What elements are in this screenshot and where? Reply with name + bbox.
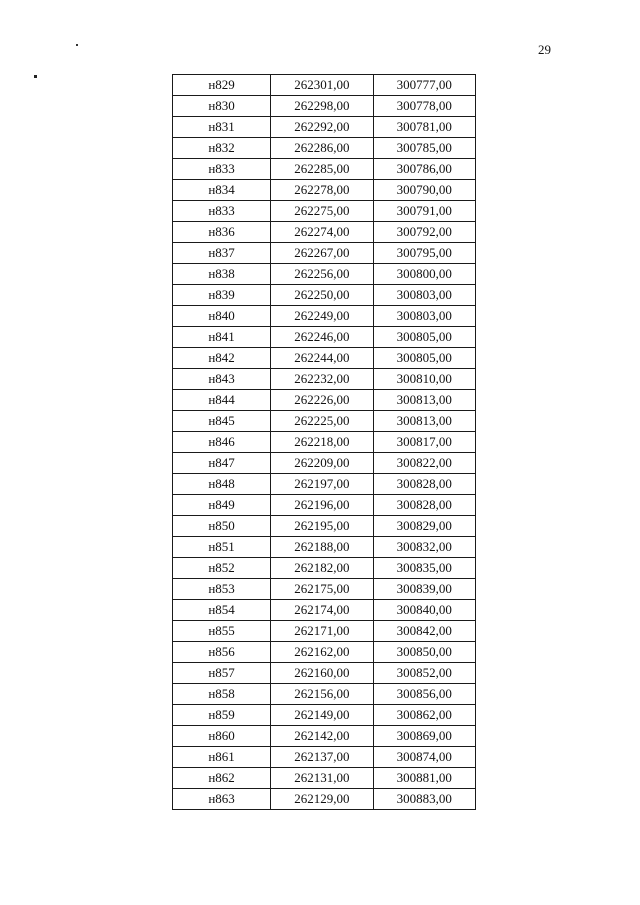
y-coordinate-cell: 300781,00 [373,117,475,138]
table-row [173,747,476,768]
table-row [173,474,476,495]
table-row [173,537,476,558]
table-row [173,495,476,516]
table-row [173,642,476,663]
table-row [173,327,476,348]
point-id-cell: н832 [173,138,271,159]
point-id-cell: н834 [173,180,271,201]
x-coordinate-cell: 262225,00 [271,411,373,432]
y-coordinate-cell: 300813,00 [373,390,475,411]
x-coordinate-cell: 262175,00 [271,579,373,600]
point-id-cell: н855 [173,621,271,642]
table-row [173,306,476,327]
point-id-cell: н836 [173,222,271,243]
x-coordinate-cell: 262160,00 [271,663,373,684]
table-row [173,516,476,537]
x-coordinate-cell: 262129,00 [271,789,373,810]
point-id-cell: н851 [173,537,271,558]
x-coordinate-cell: 262195,00 [271,516,373,537]
x-coordinate-cell: 262162,00 [271,642,373,663]
table-row [173,705,476,726]
x-coordinate-cell: 262286,00 [271,138,373,159]
table-row [173,369,476,390]
y-coordinate-cell: 300874,00 [373,747,475,768]
scan-speck [34,75,37,78]
y-coordinate-cell: 300869,00 [373,726,475,747]
point-id-cell: н854 [173,600,271,621]
y-coordinate-cell: 300842,00 [373,621,475,642]
page-number: 29 [538,42,551,57]
table-row [173,96,476,117]
table-row [173,117,476,138]
y-coordinate-cell: 300778,00 [373,96,475,117]
y-coordinate-cell: 300822,00 [373,453,475,474]
x-coordinate-cell: 262292,00 [271,117,373,138]
point-id-cell: н859 [173,705,271,726]
y-coordinate-cell: 300792,00 [373,222,475,243]
x-coordinate-cell: 262142,00 [271,726,373,747]
point-id-cell: н852 [173,558,271,579]
point-id-cell: н856 [173,642,271,663]
y-coordinate-cell: 300805,00 [373,327,475,348]
table-row [173,75,476,96]
y-coordinate-cell: 300805,00 [373,348,475,369]
y-coordinate-cell: 300803,00 [373,285,475,306]
point-id-cell: н837 [173,243,271,264]
point-id-cell: н841 [173,327,271,348]
x-coordinate-cell: 262267,00 [271,243,373,264]
point-id-cell: н844 [173,390,271,411]
point-id-cell: н857 [173,663,271,684]
table-row [173,348,476,369]
table-row [173,390,476,411]
table-row [173,726,476,747]
x-coordinate-cell: 262171,00 [271,621,373,642]
x-coordinate-cell: 262137,00 [271,747,373,768]
x-coordinate-cell: 262275,00 [271,201,373,222]
point-id-cell: н842 [173,348,271,369]
x-coordinate-cell: 262278,00 [271,180,373,201]
point-id-cell: н845 [173,411,271,432]
x-coordinate-cell: 262174,00 [271,600,373,621]
x-coordinate-cell: 262298,00 [271,96,373,117]
y-coordinate-cell: 300795,00 [373,243,475,264]
y-coordinate-cell: 300852,00 [373,663,475,684]
y-coordinate-cell: 300813,00 [373,411,475,432]
point-id-cell: н848 [173,474,271,495]
point-id-cell: н830 [173,96,271,117]
x-coordinate-cell: 262250,00 [271,285,373,306]
point-id-cell: н829 [173,75,271,96]
table-row [173,201,476,222]
table-row [173,285,476,306]
y-coordinate-cell: 300835,00 [373,558,475,579]
y-coordinate-cell: 300829,00 [373,516,475,537]
table-row [173,768,476,789]
x-coordinate-cell: 262182,00 [271,558,373,579]
table-row [173,579,476,600]
point-id-cell: н833 [173,159,271,180]
x-coordinate-cell: 262156,00 [271,684,373,705]
table-row [173,180,476,201]
y-coordinate-cell: 300881,00 [373,768,475,789]
y-coordinate-cell: 300883,00 [373,789,475,810]
table-row [173,663,476,684]
x-coordinate-cell: 262274,00 [271,222,373,243]
point-id-cell: н861 [173,747,271,768]
x-coordinate-cell: 262149,00 [271,705,373,726]
point-id-cell: н862 [173,768,271,789]
y-coordinate-cell: 300839,00 [373,579,475,600]
y-coordinate-cell: 300856,00 [373,684,475,705]
table-row [173,222,476,243]
table-row [173,411,476,432]
x-coordinate-cell: 262301,00 [271,75,373,96]
point-id-cell: н860 [173,726,271,747]
table-row [173,138,476,159]
y-coordinate-cell: 300785,00 [373,138,475,159]
y-coordinate-cell: 300817,00 [373,432,475,453]
table-row [173,789,476,810]
y-coordinate-cell: 300828,00 [373,474,475,495]
table-row [173,159,476,180]
table-row [173,558,476,579]
point-id-cell: н833 [173,201,271,222]
table-row [173,684,476,705]
y-coordinate-cell: 300840,00 [373,600,475,621]
point-id-cell: н853 [173,579,271,600]
point-id-cell: н858 [173,684,271,705]
table-row [173,621,476,642]
x-coordinate-cell: 262196,00 [271,495,373,516]
table-row [173,453,476,474]
x-coordinate-cell: 262246,00 [271,327,373,348]
coordinates-table [172,74,476,810]
point-id-cell: н850 [173,516,271,537]
y-coordinate-cell: 300828,00 [373,495,475,516]
table-row [173,243,476,264]
point-id-cell: н846 [173,432,271,453]
x-coordinate-cell: 262256,00 [271,264,373,285]
point-id-cell: н849 [173,495,271,516]
y-coordinate-cell: 300777,00 [373,75,475,96]
y-coordinate-cell: 300790,00 [373,180,475,201]
y-coordinate-cell: 300850,00 [373,642,475,663]
x-coordinate-cell: 262188,00 [271,537,373,558]
table-row [173,264,476,285]
y-coordinate-cell: 300803,00 [373,306,475,327]
x-coordinate-cell: 262249,00 [271,306,373,327]
point-id-cell: н839 [173,285,271,306]
y-coordinate-cell: 300862,00 [373,705,475,726]
point-id-cell: н840 [173,306,271,327]
x-coordinate-cell: 262232,00 [271,369,373,390]
scan-speck [76,44,78,46]
x-coordinate-cell: 262131,00 [271,768,373,789]
table-row [173,600,476,621]
x-coordinate-cell: 262226,00 [271,390,373,411]
table-row [173,432,476,453]
y-coordinate-cell: 300791,00 [373,201,475,222]
point-id-cell: н843 [173,369,271,390]
coordinates-table-body [173,75,476,810]
y-coordinate-cell: 300800,00 [373,264,475,285]
x-coordinate-cell: 262285,00 [271,159,373,180]
point-id-cell: н838 [173,264,271,285]
x-coordinate-cell: 262209,00 [271,453,373,474]
point-id-cell: н831 [173,117,271,138]
x-coordinate-cell: 262197,00 [271,474,373,495]
point-id-cell: н863 [173,789,271,810]
x-coordinate-cell: 262218,00 [271,432,373,453]
x-coordinate-cell: 262244,00 [271,348,373,369]
y-coordinate-cell: 300786,00 [373,159,475,180]
y-coordinate-cell: 300810,00 [373,369,475,390]
y-coordinate-cell: 300832,00 [373,537,475,558]
point-id-cell: н847 [173,453,271,474]
